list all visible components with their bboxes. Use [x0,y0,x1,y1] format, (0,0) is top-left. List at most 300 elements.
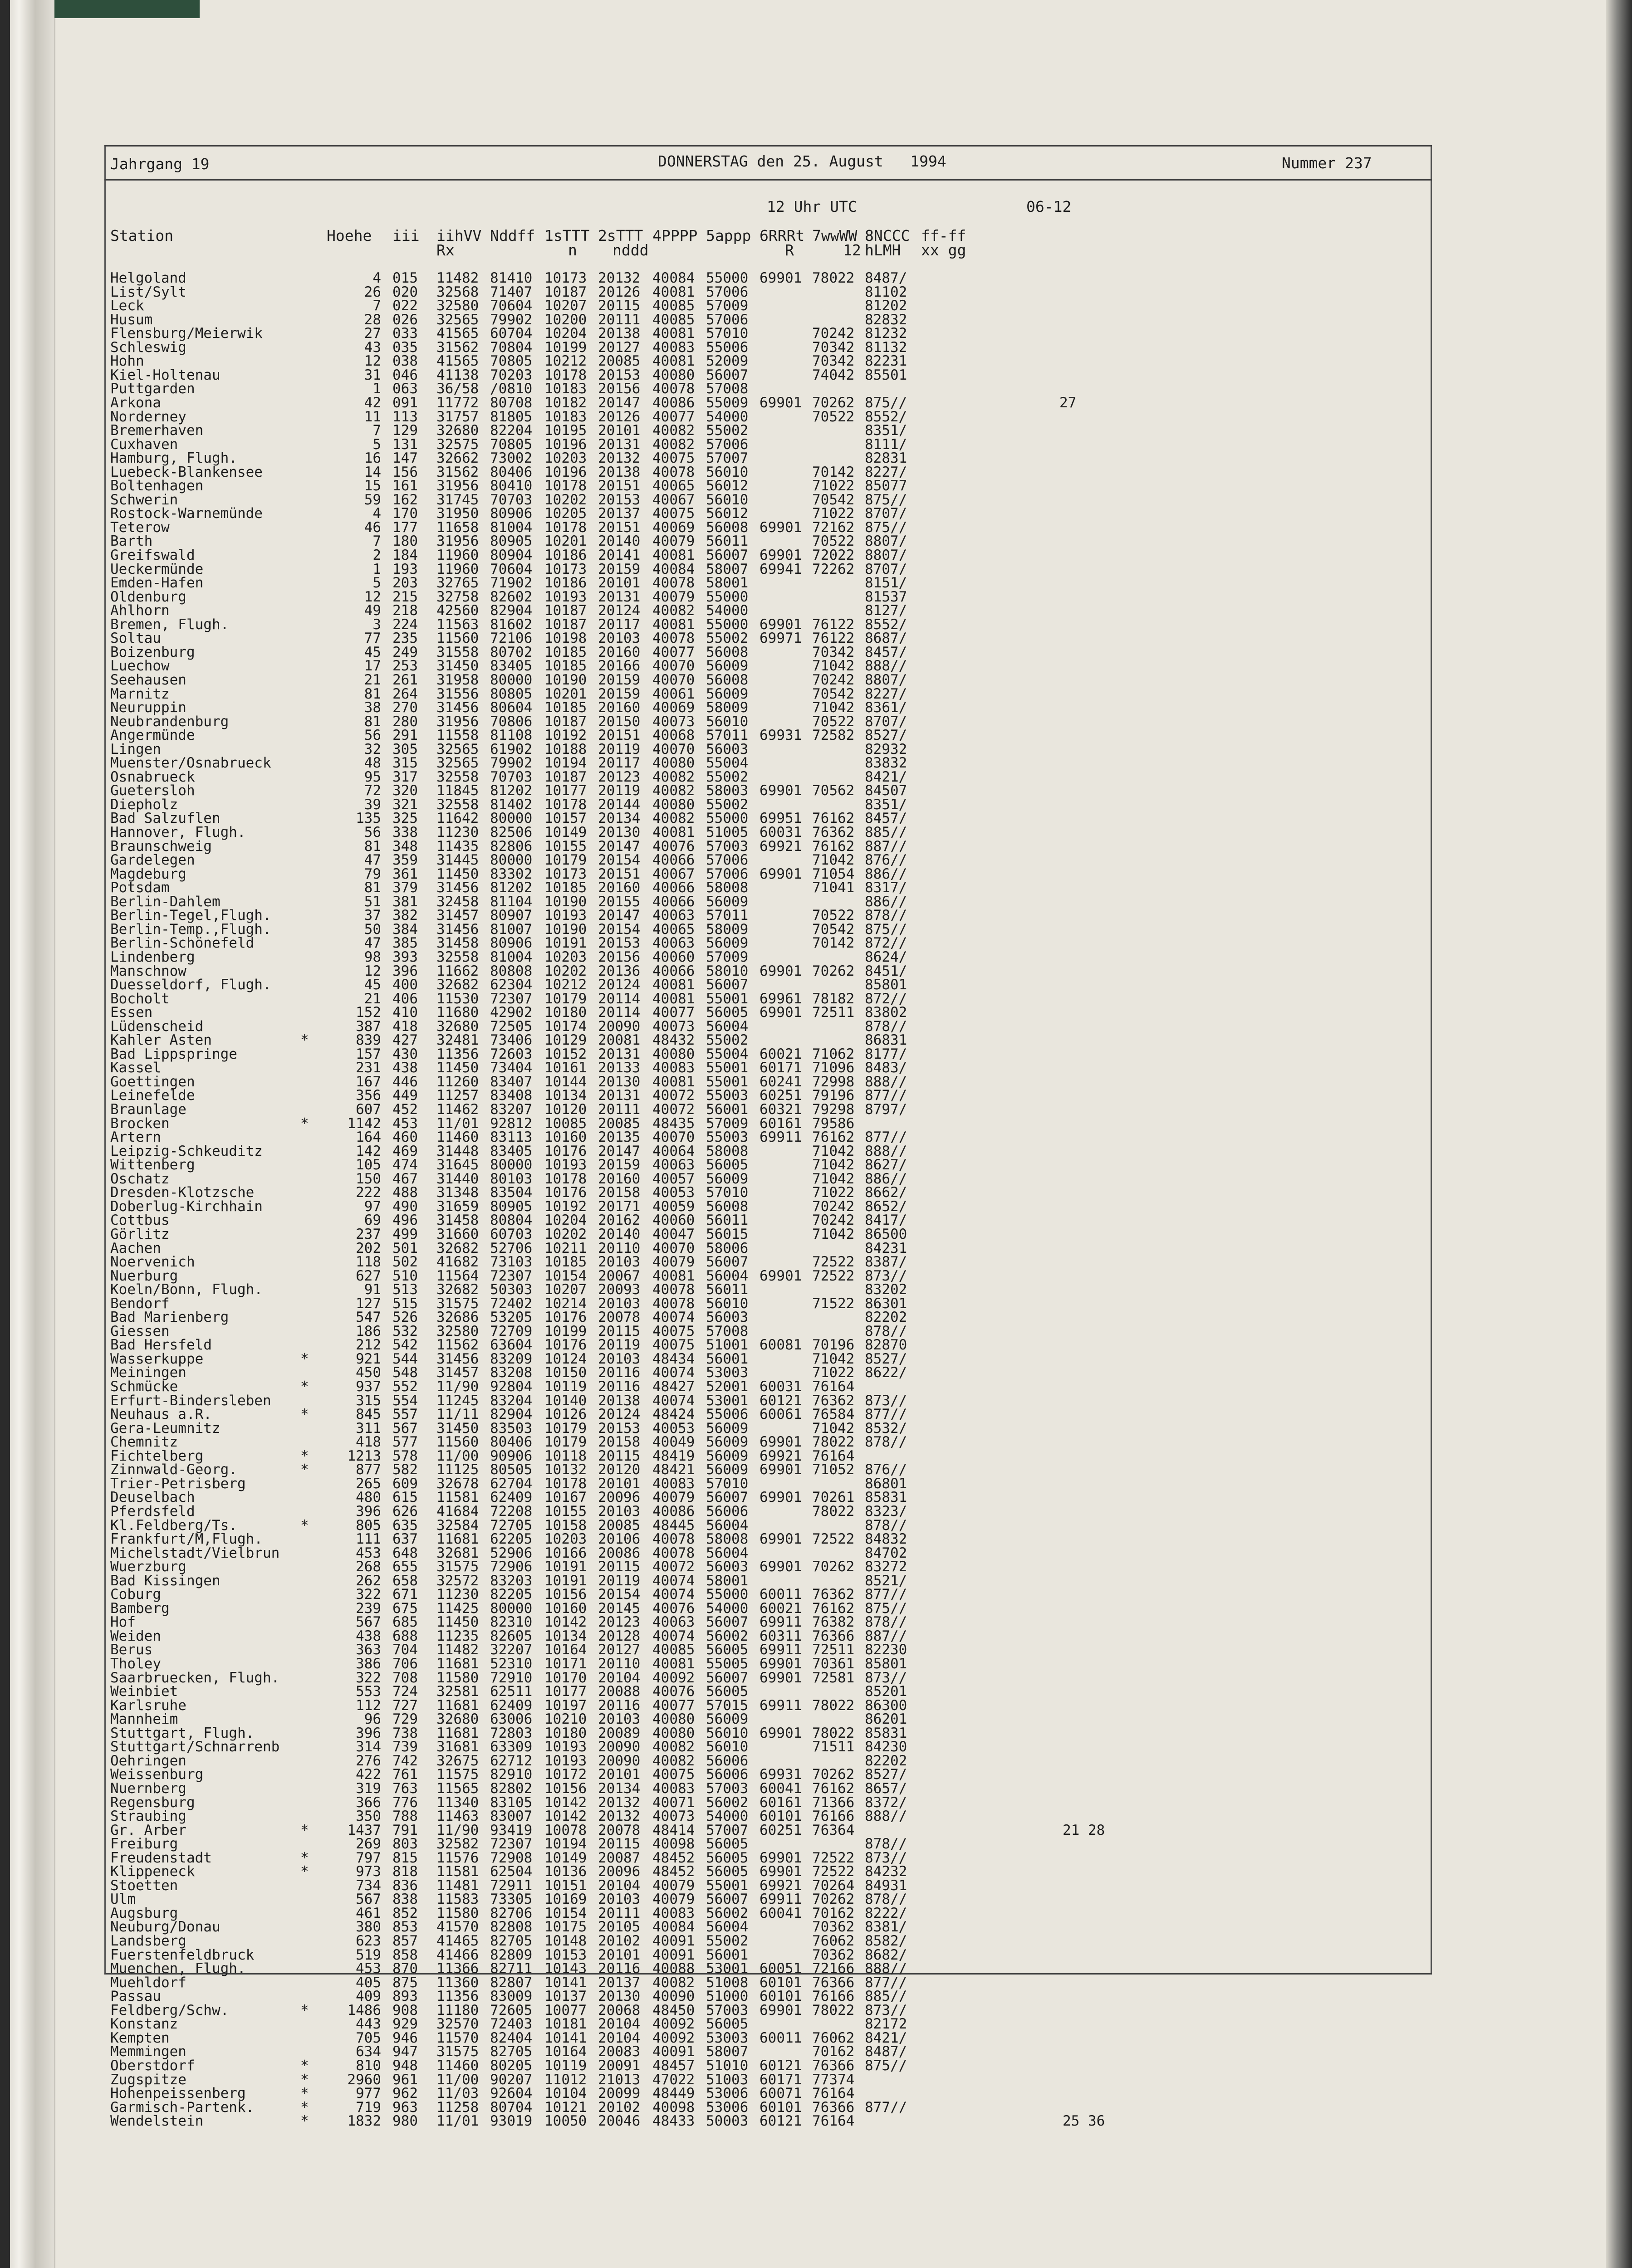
table-cell: 76362 [812,824,855,841]
table-row [0,1934,1429,1948]
table-row [0,618,1429,631]
table-cell: 10191 [544,935,587,951]
mountain-station-marker: * [300,1850,309,1866]
table-cell: 72307 [490,991,533,1007]
table-cell: 40072 [652,1559,695,1575]
station-name: Rostock-Warnemünde [110,505,263,522]
table-cell: 490 [392,1198,418,1215]
table-cell: 20111 [598,1101,641,1118]
mountain-station-marker: * [300,2113,309,2129]
table-cell: 40074 [652,1586,695,1603]
table-cell: 90207 [490,2072,533,2088]
table-cell: 878// [865,1018,907,1035]
table-cell: 11356 [436,1988,479,2004]
table-cell: 40083 [652,1780,695,1797]
table-cell: 82832 [865,312,907,328]
table-cell: 40079 [652,533,695,549]
table-cell: 20123 [598,769,641,785]
table-cell: 81202 [490,782,533,799]
table-cell: 20091 [598,2058,641,2074]
table-cell: 56005 [706,1004,749,1021]
table-cell: 623 [356,1933,381,1949]
station-name: Coburg [110,1586,161,1603]
table-cell: 77374 [812,2072,855,2088]
table-cell: 56002 [706,1628,749,1644]
table-cell: 20111 [598,312,641,328]
table-cell: 8451/ [865,963,907,979]
table-cell: 57010 [706,1184,749,1201]
table-cell: 11576 [436,1850,479,1866]
station-name: Doberlug-Kirchhain [110,1198,263,1215]
table-cell: 11235 [436,1628,479,1644]
table-cell: 56012 [706,505,749,522]
table-row [0,396,1429,410]
table-cell: 84832 [865,1531,907,1547]
table-cell: 52009 [706,353,749,369]
table-cell: 317 [392,769,418,785]
station-name: Ahlhorn [110,602,170,619]
table-cell: 40082 [652,436,695,453]
table-cell: 31681 [436,1739,479,1755]
table-cell: 57010 [706,1476,749,1492]
table-cell: 127 [356,1295,381,1312]
table-row [0,1047,1429,1061]
table-cell: 877// [865,1087,907,1104]
table-cell: 876// [865,1461,907,1478]
table-cell: 56001 [706,1101,749,1118]
table-cell: 11642 [436,810,479,826]
table-cell: 567 [356,1614,381,1630]
column-header-label: 4PPPP [652,227,698,244]
table-cell: 69901 [760,1850,802,1866]
table-cell: 20093 [598,1281,641,1298]
table-cell: 046 [392,367,418,383]
table-row [0,1657,1429,1671]
table-cell: 20151 [598,519,641,536]
table-cell: 97 [364,1198,381,1215]
table-cell: 84231 [865,1240,907,1256]
table-cell: 10187 [544,616,587,633]
table-cell: 10197 [544,1697,587,1714]
table-row [0,1546,1429,1560]
table-cell: 63006 [490,1711,533,1727]
table-cell: 82910 [490,1766,533,1783]
table-row [0,1519,1429,1532]
table-cell: 11258 [436,2099,479,2116]
table-cell: 20138 [598,325,641,342]
station-name: Marnitz [110,686,170,702]
table-cell: 10185 [544,644,587,660]
table-cell: 56006 [706,1753,749,1769]
station-name: Berlin-Temp.,Flugh. [110,921,271,938]
table-cell: 56003 [706,741,749,758]
table-row [0,2031,1429,2045]
table-cell: 40075 [652,450,695,466]
table-cell: 131 [392,436,418,453]
table-cell: 57003 [706,838,749,855]
table-row [0,590,1429,604]
station-name: Freiburg [110,1836,178,1852]
table-cell: 55002 [706,1933,749,1949]
table-cell: 60121 [760,1393,802,1409]
table-cell: 253 [392,658,418,674]
station-name: Kassel [110,1060,161,1076]
table-cell: 20101 [598,1766,641,1783]
table-cell: 56012 [706,478,749,494]
station-name: Ueckermünde [110,561,204,577]
table-cell: 84232 [865,1863,907,1880]
table-cell: 396 [356,1725,381,1741]
table-cell: 40063 [652,935,695,951]
station-name: Muenster/Osnabrueck [110,755,271,771]
table-cell: 32758 [436,589,479,605]
table-cell: 73305 [490,1891,533,1907]
table-row [0,840,1429,853]
station-name: Augsburg [110,1905,178,1921]
table-cell: 78022 [812,2002,855,2019]
table-cell: 20104 [598,1877,641,1894]
table-cell: 78022 [812,270,855,286]
table-row [0,354,1429,368]
table-cell: 396 [392,963,418,979]
table-cell: 60101 [760,1975,802,1991]
table-cell: 11564 [436,1268,479,1284]
table-cell: 8127/ [865,602,907,619]
table-cell: 322 [356,1670,381,1686]
table-cell: 56007 [706,1614,749,1630]
station-name: Emden-Hafen [110,575,204,591]
table-cell: 41138 [436,367,479,383]
table-cell: 71054 [812,866,855,882]
table-cell: 81 [364,880,381,896]
table-cell: 10211 [544,1240,587,1256]
table-cell: 83113 [490,1129,533,1145]
mountain-station-marker: * [300,1461,309,1478]
table-cell: 20114 [598,991,641,1007]
station-name: Wittenberg [110,1157,195,1173]
table-cell: 20123 [598,1614,641,1630]
table-cell: 10204 [544,325,587,342]
table-cell: 92804 [490,1378,533,1395]
table-cell: 82602 [490,589,533,605]
table-cell: 10154 [544,1268,587,1284]
table-cell: 20160 [598,644,641,660]
table-row [0,826,1429,839]
table-cell: 81 [364,686,381,702]
station-name: Oschatz [110,1171,170,1187]
station-name: Artern [110,1129,161,1145]
table-cell: 091 [392,395,418,411]
station-name: Kl.Feldberg/Ts. [110,1517,237,1534]
table-cell: 57008 [706,381,749,397]
bleed-through-next-page [1434,145,1606,1973]
table-cell: 797 [356,1850,381,1866]
table-cell: 20160 [598,699,641,716]
mountain-station-marker: * [300,1351,309,1367]
table-cell: 81 [364,838,381,855]
table-cell: 11845 [436,782,479,799]
table-cell: 32682 [436,977,479,993]
table-cell: 56004 [706,1545,749,1561]
table-cell: 69931 [760,1766,802,1783]
table-cell: 48424 [652,1406,695,1422]
table-cell: 609 [392,1476,418,1492]
table-cell: 83209 [490,1351,533,1367]
table-cell: 7 [372,533,381,549]
table-cell: 10195 [544,422,587,439]
table-cell: 57006 [706,436,749,453]
table-cell: 76366 [812,1975,855,1991]
table-cell: 32680 [436,1711,479,1727]
table-cell: 361 [392,866,418,882]
table-cell: 72402 [490,1295,533,1312]
table-cell: 82904 [490,1406,533,1422]
table-cell: 70242 [812,672,855,688]
table-cell: 56009 [706,894,749,910]
table-cell: 55003 [706,1129,749,1145]
table-cell: 48452 [652,1850,695,1866]
table-cell: 8552/ [865,409,907,425]
table-cell: 803 [392,1836,418,1852]
table-cell: 78022 [812,1697,855,1714]
table-cell: 40085 [652,298,695,314]
table-cell: 20154 [598,1586,641,1603]
table-cell: 8622/ [865,1364,907,1381]
table-cell: 56010 [706,1725,749,1741]
table-cell: 69901 [760,1656,802,1672]
station-name: Neubrandenburg [110,714,229,730]
table-cell: 57009 [706,298,749,314]
table-cell: 71042 [812,1157,855,1173]
station-name: Zinnwald-Georg. [110,1461,237,1478]
table-cell: 450 [356,1364,381,1381]
table-cell: 40088 [652,1960,695,1977]
station-name: Leck [110,298,144,314]
table-cell: 81202 [490,880,533,896]
table-cell: 69901 [760,1559,802,1575]
table-cell: 10121 [544,2099,587,2116]
table-row [0,1768,1429,1781]
table-cell: 69901 [760,270,802,286]
table-cell: 76122 [812,630,855,646]
table-cell: 393 [392,949,418,965]
table-cell: 53205 [490,1309,533,1325]
table-cell: 70262 [812,1891,855,1907]
table-cell: 32686 [436,1309,479,1325]
table-cell: 706 [392,1656,418,1672]
table-cell: 58001 [706,1573,749,1589]
station-name: Bamberg [110,1600,170,1617]
table-cell: 10150 [544,1364,587,1381]
table-cell: 469 [392,1143,418,1159]
table-cell: 81537 [865,589,907,605]
station-name: Teterow [110,519,170,536]
table-cell: 70542 [812,686,855,702]
station-name: Chemnitz [110,1434,178,1450]
table-row [0,521,1429,534]
table-cell: 10169 [544,1891,587,1907]
station-name: Gr. Arber [110,1822,186,1838]
table-row [0,1602,1429,1615]
table-cell: 40082 [652,769,695,785]
table-cell: 872// [865,935,907,951]
table-cell: 83405 [490,1143,533,1159]
table-row [0,271,1429,285]
table-cell: 12 [364,589,381,605]
table-cell: 57009 [706,949,749,965]
table-cell: 20124 [598,977,641,993]
station-name: List/Sylt [110,284,186,300]
table-cell: 20137 [598,505,641,522]
table-cell: 71407 [490,284,533,300]
station-name: Bad Kissingen [110,1573,221,1589]
table-cell: 763 [392,1780,418,1797]
station-name: Essen [110,1004,153,1021]
table-cell: 40070 [652,658,695,674]
table-row [0,1200,1429,1213]
table-cell: 8227/ [865,464,907,480]
table-cell: 161 [392,478,418,494]
table-cell: 40077 [652,1697,695,1714]
table-cell: 82711 [490,1960,533,1977]
station-name: Arkona [110,395,161,411]
table-cell: 20151 [598,866,641,882]
station-name: Kempten [110,2030,170,2046]
table-cell: 40078 [652,1531,695,1547]
table-cell: 32570 [436,2016,479,2032]
table-cell: 40073 [652,714,695,730]
table-cell: 11435 [436,838,479,855]
table-cell: 791 [392,1822,418,1838]
table-cell: 83204 [490,1393,533,1409]
table-cell: 41465 [436,1933,479,1949]
table-cell: 10200 [544,312,587,328]
table-cell: 31458 [436,1212,479,1228]
table-cell: 675 [392,1600,418,1617]
table-cell: 40092 [652,2016,695,2032]
table-row [0,1477,1429,1491]
table-cell: 10185 [544,658,587,674]
table-cell: 72908 [490,1850,533,1866]
station-name: Wasserkuppe [110,1351,204,1367]
table-cell: 74042 [812,367,855,383]
table-cell: 56004 [706,1018,749,1035]
table-cell: 20104 [598,2030,641,2046]
table-cell: 8111/ [865,436,907,453]
table-cell: 76366 [812,2058,855,2074]
table-cell: 40092 [652,2030,695,2046]
table-cell: 58008 [706,880,749,896]
table-cell: 53001 [706,1960,749,1977]
table-cell: 788 [392,1808,418,1824]
table-cell: 11/90 [436,1822,479,1838]
table-cell: 79196 [812,1087,855,1104]
table-cell: 20116 [598,1378,641,1395]
table-cell: 20103 [598,1891,641,1907]
column-header-label: hLMH [865,241,901,259]
table-cell: 418 [392,1018,418,1035]
table-cell: 875// [865,395,907,411]
table-cell: 379 [392,880,418,896]
table-row [0,1186,1429,1199]
table-cell: 20115 [598,1323,641,1339]
station-name: Bocholt [110,991,170,1007]
table-cell: 276 [356,1753,381,1769]
table-cell: 20130 [598,1988,641,2004]
table-cell: 56010 [706,714,749,730]
table-cell: 20104 [598,1670,641,1686]
table-cell: 20160 [598,1171,641,1187]
table-cell: 31456 [436,921,479,938]
table-cell: 845 [356,1406,381,1422]
table-cell: 20102 [598,1933,641,1949]
table-cell: 8582/ [865,1933,907,1949]
station-name: Gardelegen [110,852,195,868]
station-name: Muenchen, Flugh. [110,1960,246,1977]
station-name: Bendorf [110,1295,170,1312]
table-cell: 20131 [598,436,641,453]
station-name: Potsdam [110,880,170,896]
mountain-station-marker: * [300,1032,309,1048]
table-cell: 84702 [865,1545,907,1561]
table-cell: 20147 [598,907,641,924]
table-cell: 70162 [812,1905,855,1921]
table-cell: 83504 [490,1184,533,1201]
table-cell: 56008 [706,672,749,688]
table-cell: 41682 [436,1254,479,1270]
table-cell: 947 [392,2043,418,2060]
table-cell: 31575 [436,1559,479,1575]
table-cell: 31348 [436,1184,479,1201]
table-cell: 10205 [544,505,587,522]
table-cell: 85077 [865,478,907,494]
table-cell: 70703 [490,769,533,785]
station-name: Noervenich [110,1254,195,1270]
table-cell: 20130 [598,824,641,841]
table-cell: 10185 [544,699,587,716]
column-header-label: 7wwWW [812,227,858,244]
table-cell: 56 [364,824,381,841]
table-cell: 542 [392,1337,418,1353]
table-cell: 55000 [706,270,749,286]
table-row [0,1449,1429,1463]
table-cell: 31450 [436,1420,479,1437]
table-cell: 20114 [598,1004,641,1021]
table-cell: 20110 [598,1240,641,1256]
table-cell: 76062 [812,2030,855,2046]
table-row [0,964,1429,978]
table-cell: 28 [364,312,381,328]
table-cell: 937 [356,1378,381,1395]
table-cell: 51003 [706,2072,749,2088]
table-cell: 40063 [652,1157,695,1173]
table-cell: 82205 [490,1586,533,1603]
table-cell: 8682/ [865,1947,907,1963]
table-cell: 40091 [652,1947,695,1963]
table-cell: 8657/ [865,1780,907,1797]
table-cell: 76162 [812,1780,855,1797]
table-cell: 72 [364,782,381,799]
table-row [0,1574,1429,1588]
table-cell: 40078 [652,1295,695,1312]
table-cell: 438 [356,1628,381,1644]
table-cell: 40082 [652,1739,695,1755]
table-cell: 20120 [598,1461,641,1478]
table-cell: 72998 [812,1074,855,1090]
table-cell: 10078 [544,1822,587,1838]
table-row [0,1103,1429,1116]
station-name: Wuerzburg [110,1559,186,1575]
